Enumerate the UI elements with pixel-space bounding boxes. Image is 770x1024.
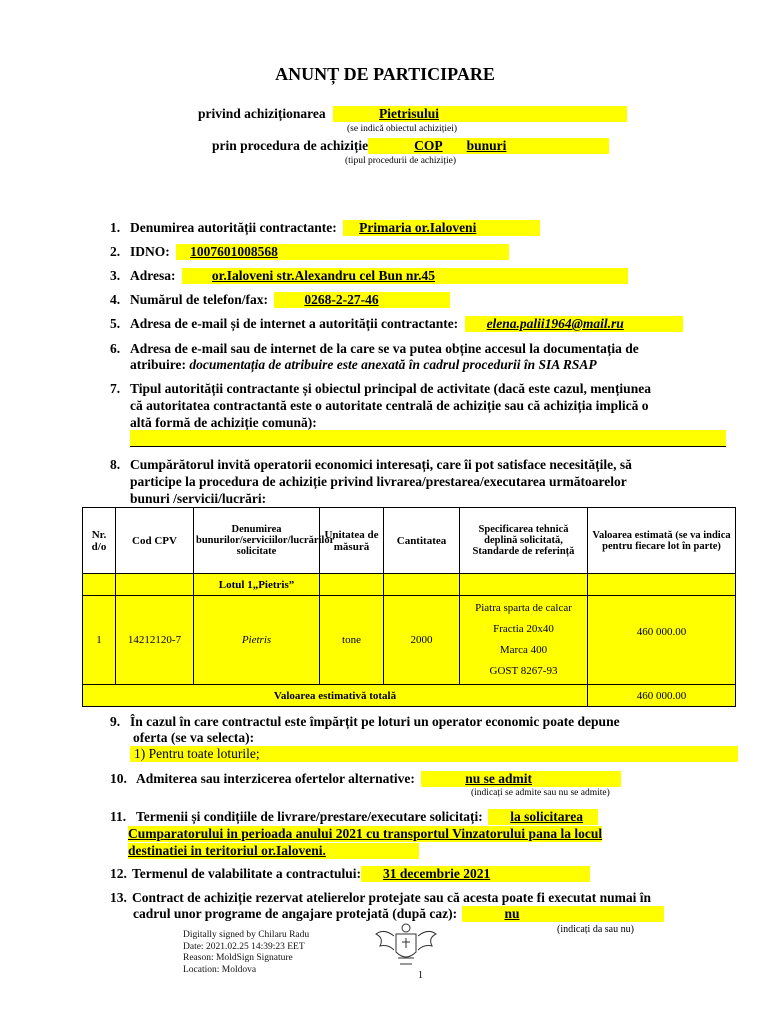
item-12-value: 31 decembrie 2021 — [383, 866, 491, 881]
item-12-label: Termenul de valabilitate a contractului: — [132, 866, 361, 881]
item-7-text-3: altă formă de achiziție comună): — [130, 415, 317, 430]
item-3-num: 3. — [110, 268, 121, 283]
total-row — [83, 685, 736, 707]
item-13-field — [462, 906, 664, 922]
item-5-value: elena.palii1964@mail.ru — [486, 316, 624, 331]
item-13-text-1: Contract de achiziție rezervat atelierelor protejate sau că acesta poate fi executat numai în — [132, 890, 651, 905]
signature-line: Reason: MoldSign Signature — [183, 953, 293, 963]
row-cpv: 14212120-7 — [116, 596, 194, 685]
item-11-label: Termenii și condițiile de livrare/prestare/executare solicitați: — [136, 809, 483, 824]
item-6-label: atribuire: — [130, 357, 186, 372]
item-4-value: 0268-2-27-46 — [304, 292, 379, 307]
obiect-line — [198, 106, 627, 122]
item-9-num: 9. — [110, 714, 121, 729]
total-value: 460 000.00 — [588, 685, 736, 707]
item-1-label: Denumirea autorității contractante: — [130, 220, 337, 235]
lot-label: Lotul 1„Pietris” — [194, 574, 320, 596]
table-row — [83, 596, 736, 685]
signature-line: Date: 2021.02.25 14:39:23 EET — [183, 941, 305, 952]
header-cpv: Cod CPV — [116, 508, 194, 574]
item-4-label: Numărul de telefon/fax: — [130, 292, 268, 307]
item-1 — [110, 220, 540, 236]
item-13-note: (indicați da sau nu) — [557, 924, 634, 935]
item-3-label: Adresa: — [130, 268, 176, 283]
item-11-num: 11. — [110, 809, 127, 824]
row-unitatea: tone — [320, 596, 384, 685]
header-cantitatea: Cantitatea — [384, 508, 460, 574]
spec-line: Marca 400 — [499, 644, 548, 656]
spec-line: Piatra sparta de calcar — [475, 602, 572, 614]
page-number: 1 — [418, 970, 423, 981]
item-10-note: (indicați se admite sau nu se admite) — [471, 788, 610, 798]
item-1-value: Primaria or.Ialoveni — [359, 220, 477, 235]
item-8-num: 8. — [110, 457, 121, 472]
item-9-text-2: oferta (se va selecta): — [133, 730, 255, 745]
procedura-note: (tipul procedurii de achiziție) — [345, 156, 457, 166]
item-10 — [110, 771, 621, 787]
item-11-value-2: Cumparatorului in perioada anului 2021 cu transportul Vinzatorului pana la locul — [128, 826, 603, 841]
item-2-label: IDNO: — [130, 244, 170, 259]
procurement-table — [82, 507, 736, 707]
item-7-field — [130, 430, 726, 447]
header-valoarea: Valoarea estimată (se va indica pentru fiecare lot în parte) — [588, 508, 736, 574]
procedura-line — [212, 138, 609, 154]
item-2-num: 2. — [110, 244, 121, 259]
item-5-label: Adresa de e-mail și de internet a autorității contractante: — [130, 316, 459, 331]
procedura-value2: bunuri — [466, 138, 507, 153]
item-12-field — [361, 866, 590, 882]
row-valoarea: 460 000.00 — [588, 596, 736, 685]
item-6-line2 — [130, 357, 597, 373]
item-2 — [110, 244, 509, 260]
item-12-num: 12. — [110, 866, 127, 881]
item-13-num: 13. — [110, 890, 127, 905]
item-13-line1 — [110, 890, 651, 906]
item-8-text-1: Cumpărătorul invită operatorii economici interesați, care îi pot satisface necesitățile, să — [130, 457, 632, 472]
item-13-value: nu — [504, 906, 520, 921]
item-2-field — [176, 244, 509, 260]
lot-row — [83, 574, 736, 596]
item-6-text: Adresa de e-mail sau de internet de la care se va putea obține accesul la documentația de — [130, 341, 639, 356]
obiect-note: (se indică obiectul achiziției) — [347, 124, 457, 134]
item-7-text-1: Tipul autorității contractante și obiectul principal de activitate (dacă este cazul, mențiunea — [130, 381, 651, 396]
item-6-line1 — [110, 341, 639, 357]
item-8-line1 — [110, 457, 632, 473]
item-5 — [110, 316, 683, 332]
item-10-value: nu se admit — [465, 771, 533, 786]
item-10-field — [421, 771, 621, 787]
item-6-num: 6. — [110, 341, 121, 356]
obiect-field — [333, 106, 627, 122]
header-nr: Nr. d/o — [83, 508, 116, 574]
signature-line: Digitally signed by Chilaru Radu — [183, 930, 310, 940]
row-cantitatea: 2000 — [384, 596, 460, 685]
header-specificarea: Specificarea tehnică deplină solicitată, Standarde de referință — [460, 508, 588, 574]
item-7-line1 — [110, 381, 651, 397]
item-11-field-1 — [488, 809, 598, 825]
item-9-text-1: În cazul în care contractul este împărțit pe loturi un operator economic poate depune — [130, 714, 620, 729]
spec-line: GOST 8267-93 — [489, 665, 558, 677]
item-5-num: 5. — [110, 316, 121, 331]
item-4-field — [274, 292, 450, 308]
item-7-text-2: că autoritatea contractantă este o autoritate centrală de achiziție sau că achiziția implică o — [130, 398, 649, 413]
item-7-num: 7. — [110, 381, 121, 396]
item-9-line1 — [110, 714, 620, 730]
item-5-field — [465, 316, 683, 332]
item-9-option: 1) Pentru toate loturile; — [130, 746, 738, 762]
item-3-field — [182, 268, 628, 284]
item-10-label: Admiterea sau interzicerea ofertelor alternative: — [136, 771, 415, 786]
item-1-num: 1. — [110, 220, 121, 235]
digital-signature — [183, 930, 309, 976]
table-header-row — [83, 508, 736, 574]
row-specificarea — [460, 596, 588, 685]
item-3-value: or.Ialoveni str.Alexandru cel Bun nr.45 — [211, 268, 436, 283]
header-denumire: Denumirea bunurilor/serviciilor/lucrărilor solicitate — [194, 508, 320, 574]
signature-line: Location: Moldova — [183, 964, 257, 975]
item-4 — [110, 292, 450, 308]
item-8-text-3: bunuri /servicii/lucrări: — [130, 491, 267, 506]
item-12 — [110, 866, 590, 882]
procedura-field — [368, 138, 609, 154]
item-6-value: documentația de atribuire este anexată în cadrul procedurii în SIA RSAP — [189, 357, 597, 372]
item-2-value: 1007601008568 — [190, 244, 278, 259]
spec-line: Fractia 20x40 — [493, 623, 554, 635]
item-11-value-1: la solicitarea — [510, 809, 584, 824]
header-unitatea: Unitatea de măsură — [320, 508, 384, 574]
item-13-label: cadrul unor programe de angajare protejată (după caz): — [133, 906, 458, 921]
procedura-value: COP — [414, 138, 443, 153]
row-denumire: Pietris — [194, 596, 320, 685]
coat-of-arms-seal — [372, 918, 440, 978]
item-3 — [110, 268, 628, 284]
item-8-text-2: participe la procedura de achiziție privind livrarea/prestarea/executarea următoarelor — [130, 474, 627, 489]
document-title: ANUNȚ DE PARTICIPARE — [275, 64, 495, 84]
procedura-label: prin procedura de achiziție — [212, 138, 369, 153]
item-1-field — [343, 220, 540, 236]
item-4-num: 4. — [110, 292, 121, 307]
total-label: Valoarea estimativă totală — [83, 685, 588, 707]
obiect-label: privind achiziționarea — [198, 106, 326, 121]
item-10-num: 10. — [110, 771, 127, 786]
item-11-value-3: destinatiei in teritoriul or.Ialoveni. — [128, 843, 419, 859]
row-nr: 1 — [83, 596, 116, 685]
item-11 — [110, 809, 598, 825]
obiect-value: Pietrisului — [379, 106, 440, 121]
